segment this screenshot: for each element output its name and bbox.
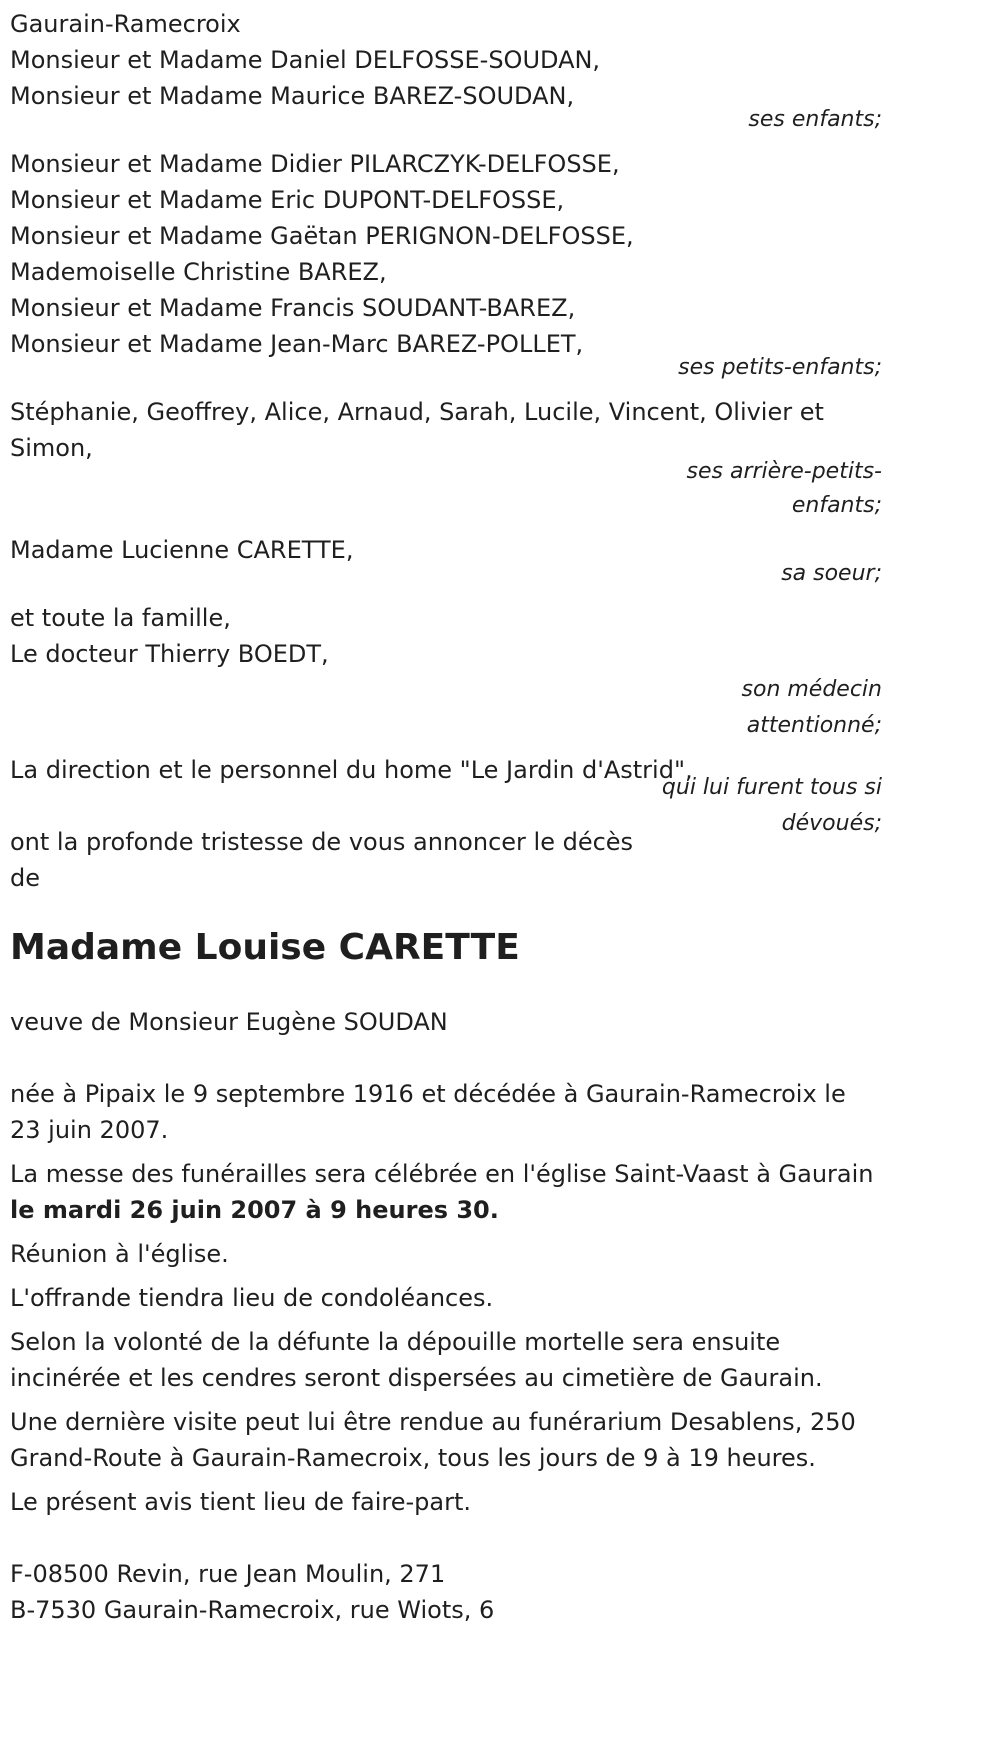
children-group xyxy=(10,42,882,138)
mass-text: La messe des funérailles sera célébrée en l'église Saint-Vaast à Gaurain xyxy=(10,1160,874,1188)
address-line: F-08500 Revin, rue Jean Moulin, 271 xyxy=(10,1560,446,1588)
grandchild-name: Monsieur et Madame Gaëtan PERIGNON-DELFOSSE, xyxy=(10,222,634,250)
cremation-info: Selon la volonté de la défunte la dépouille mortelle sera ensuite incinérée et les cendres seront dispersées au cimetière de Gaurain. xyxy=(10,1328,823,1392)
widow-of: veuve de Monsieur Eugène SOUDAN xyxy=(10,1008,448,1036)
grandchildren-role: ses petits-enfants; xyxy=(678,355,882,380)
great-grandchildren-group xyxy=(10,394,882,524)
death-notice xyxy=(10,6,882,1628)
spacer xyxy=(10,1520,882,1556)
sister-group xyxy=(10,532,882,592)
grandchild-name: Mademoiselle Christine BAREZ, xyxy=(10,258,387,286)
announcement-cont: de xyxy=(10,864,40,892)
sister-name: Madame Lucienne CARETTE, xyxy=(10,536,354,564)
home-role: qui lui furent tous si xyxy=(661,775,882,800)
grandchild-name: Monsieur et Madame Francis SOUDANT-BAREZ, xyxy=(10,294,576,322)
grandchildren-group xyxy=(10,146,882,386)
visit-info: Une dernière visite peut lui être rendue au funérarium Desablens, 250 Grand-Route à Gaurain-Ramecroix, tous les jours de 9 à 19 heures. xyxy=(10,1408,856,1472)
doctor-role-cont: attentionné; xyxy=(746,713,882,738)
notice-info: Le présent avis tient lieu de faire-part. xyxy=(10,1488,472,1516)
header-location: Gaurain-Ramecroix xyxy=(10,10,241,38)
sister-role: sa soeur; xyxy=(781,561,882,586)
home-group xyxy=(10,752,882,836)
grandchild-name: Monsieur et Madame Didier PILARCZYK-DELFOSSE, xyxy=(10,150,620,178)
family-line: et toute la famille, xyxy=(10,604,231,632)
doctor-name: Le docteur Thierry BOEDT, xyxy=(10,640,329,668)
meeting-info: Réunion à l'église. xyxy=(10,1240,229,1268)
mass-date: le mardi 26 juin 2007 à 9 heures 30. xyxy=(10,1196,499,1224)
deceased-name: Madame Louise CARETTE xyxy=(10,927,520,968)
doctor-group xyxy=(10,636,882,744)
address-line: B-7530 Gaurain-Ramecroix, rue Wiots, 6 xyxy=(10,1596,495,1624)
home-name: La direction et le personnel du home "Le Jardin d'Astrid", xyxy=(10,756,693,784)
announcement: ont la profonde tristesse de vous annoncer le décès xyxy=(10,828,634,856)
grandchild-name: Monsieur et Madame Eric DUPONT-DELFOSSE, xyxy=(10,186,565,214)
birth-death: née à Pipaix le 9 septembre 1916 et décédée à Gaurain-Ramecroix le 23 juin 2007. xyxy=(10,1080,846,1144)
great-grandchildren-names-cont: Simon, xyxy=(10,434,93,462)
grandchild-name: Monsieur et Madame Jean-Marc BAREZ-POLLET, xyxy=(10,330,584,358)
great-grandchildren-names: Stéphanie, Geoffrey, Alice, Arnaud, Sarah, Lucile, Vincent, Olivier et xyxy=(10,398,824,426)
great-grandchildren-role: ses arrière-petits- xyxy=(686,459,882,484)
child-name: Monsieur et Madame Daniel DELFOSSE-SOUDAN, xyxy=(10,46,601,74)
doctor-role: son médecin xyxy=(741,677,882,702)
mass-info xyxy=(10,1156,882,1228)
children-role: ses enfants; xyxy=(748,107,882,132)
child-name: Monsieur et Madame Maurice BAREZ-SOUDAN, xyxy=(10,82,575,110)
home-role-cont: dévoués; xyxy=(781,811,882,836)
offering-info: L'offrande tiendra lieu de condoléances. xyxy=(10,1284,494,1312)
great-grandchildren-role-cont: enfants; xyxy=(791,493,882,518)
